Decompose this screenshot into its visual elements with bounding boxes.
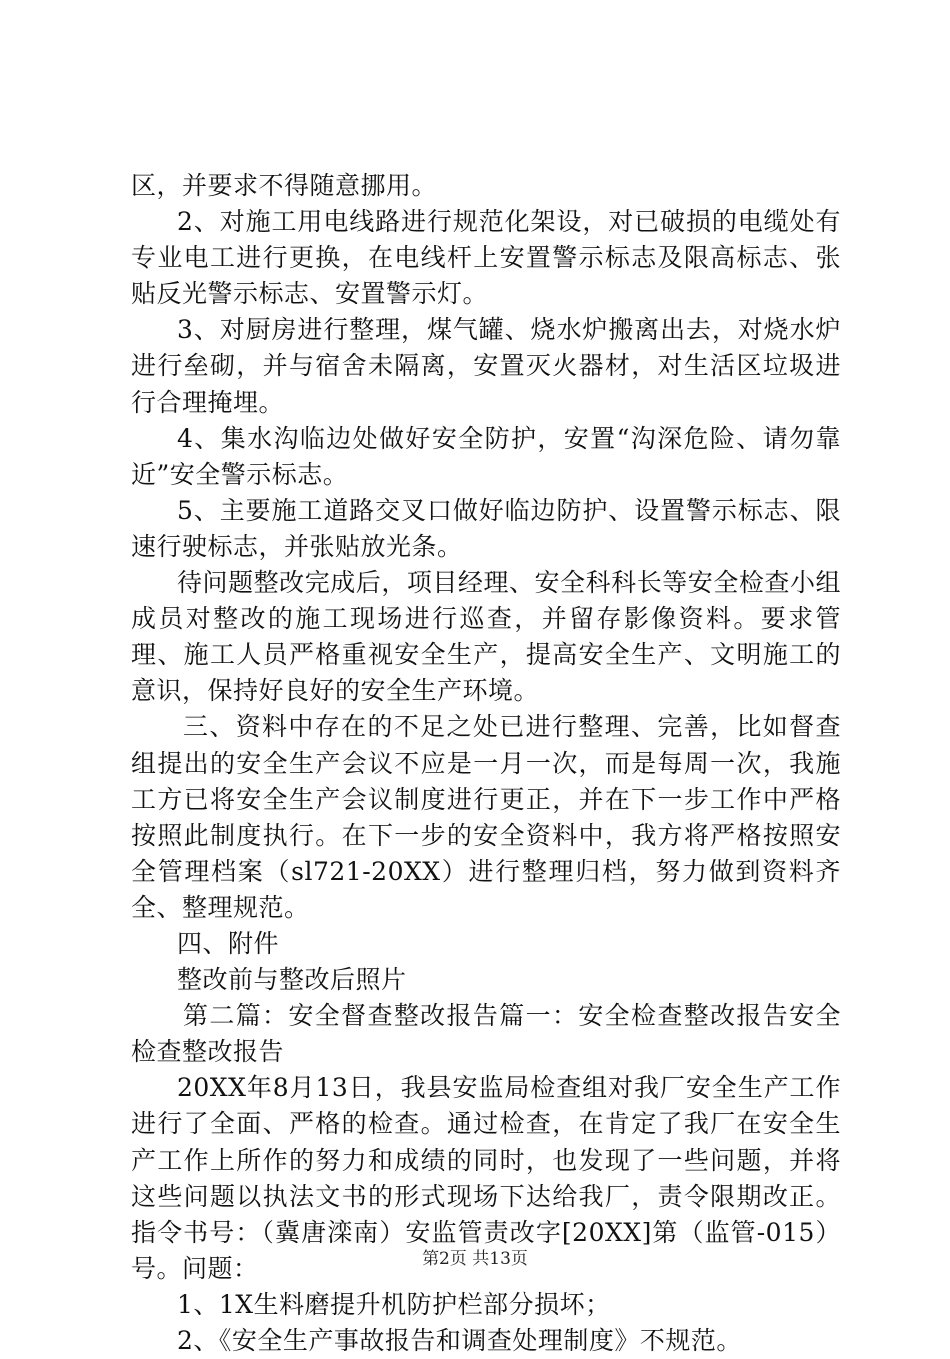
paragraph-inspection-report: 20XX年8月13日，我县安监局检查组对我厂安全生产工作进行了全面、严格的检查。通过检查，在肯定了我厂在安全生产工作上所作的努力和成绩的同时，也发现了一些问题，并将这些问题以执法文书的形式现场下达给我厂，责令限期改正。指令书号：（冀唐滦南）安监管责改字[20XX]第（监管-015）号。问题：: [131, 1073, 841, 1283]
paragraph-inspection: 待问题整改完成后，项目经理、安全科科长等安全检查小组成员对整改的施工现场进行巡查，并留存影像资料。要求管理、施工人员严格重视安全生产，提高安全生产、文明施工的意识，保持好良好的安全生产环境。: [131, 568, 841, 706]
paragraph-continuation: 区，并要求不得随意挪用。: [131, 171, 438, 200]
paragraph-item-2: 2、对施工用电线路进行规范化架设，对已破损的电缆处有专业电工进行更换，在电线杆上安置警示标志及限高标志、张贴反光警示标志、安置警示灯。: [131, 207, 841, 309]
paragraph-item-3: 3、对厨房进行整理，煤气罐、烧水炉搬离出去，对烧水炉进行垒砌，并与宿舍未隔离，安置灭火器材，对生活区垃圾进行合理掩埋。: [131, 315, 841, 417]
page-number-footer: 第2页 共13页: [422, 1249, 528, 1269]
document-body: [131, 168, 841, 1359]
paragraph-problem-2: 2、《安全生产事故报告和调查处理制度》不规范。: [177, 1326, 742, 1355]
heading-attachment: 四、附件: [177, 928, 280, 958]
paragraph-section-3: 三、资料中存在的不足之处已进行整理、完善，比如督查组提出的安全生产会议不应是一月一次，而是每周一次，我施工方已将安全生产会议制度进行更正，并在下一步工作中严格按照此制度执行。在下一步的安全资料中，我方将严格按照安全管理档案（sl721-20XX）进行整理归档，努力做到资料齐全、整理规范。: [131, 712, 841, 922]
paragraph-item-4: 4、集水沟临边处做好安全防护，安置“沟深危险、请勿靠近”安全警示标志。: [131, 423, 841, 489]
paragraph-problem-1: 1、1X生料磨提升机防护栏部分损坏；: [177, 1289, 611, 1319]
paragraph-photos: 整改前与整改后照片: [177, 965, 407, 995]
paragraph-item-5: 5、主要施工道路交叉口做好临边防护、设置警示标志、限速行驶标志，并张贴放光条。: [131, 495, 841, 561]
heading-part-two: 第二篇：安全督查整改报告篇一：安全检查整改报告安全检查整改报告: [131, 1001, 841, 1067]
